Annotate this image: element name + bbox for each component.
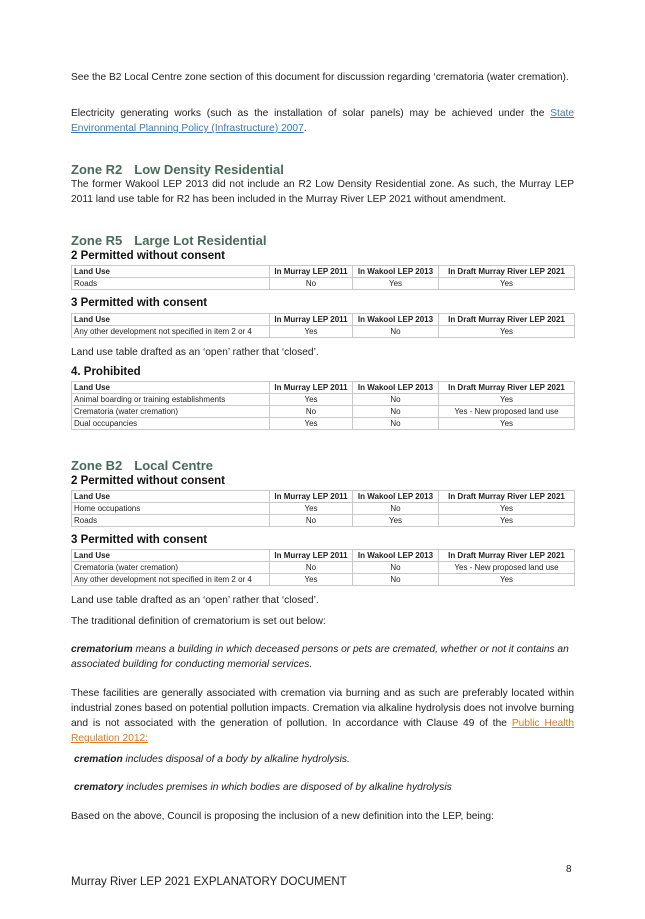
cell-wakool: No xyxy=(353,326,439,338)
cell-draft: Yes xyxy=(439,394,575,406)
cell-wakool: No xyxy=(353,394,439,406)
cell-murray: Yes xyxy=(270,574,353,586)
crematory-definition xyxy=(74,780,577,795)
crematorium-definition xyxy=(71,642,574,672)
header-draft-lep: In Draft Murray River LEP 2021 xyxy=(439,266,575,278)
b2-open-table-note: Land use table drafted as an ‘open’ rather that ‘closed’. xyxy=(71,595,319,606)
header-wakool-lep: In Wakool LEP 2013 xyxy=(353,550,439,562)
header-land-use: Land Use xyxy=(72,266,270,278)
table-row xyxy=(72,503,575,515)
cell-wakool: No xyxy=(353,562,439,574)
cell-draft: Yes xyxy=(439,418,575,430)
cell-land-use: Dual occupancies xyxy=(72,418,270,430)
r5-permitted-without-consent-table xyxy=(71,265,575,290)
crematory-term: crematory xyxy=(74,782,124,793)
intro-paragraph-2-end: . xyxy=(303,123,307,134)
cell-murray: No xyxy=(270,406,353,418)
r5-permitted-with-consent-table xyxy=(71,313,575,338)
cell-draft: Yes xyxy=(439,326,575,338)
cell-wakool: Yes xyxy=(353,278,439,290)
header-wakool-lep: In Wakool LEP 2013 xyxy=(353,266,439,278)
r5-permitted-with-consent-heading: 3 Permitted with consent xyxy=(71,297,208,309)
b2-permitted-without-consent-table xyxy=(71,490,575,527)
cell-land-use: Animal boarding or training establishments xyxy=(72,394,270,406)
cell-wakool: No xyxy=(353,406,439,418)
cell-murray: Yes xyxy=(270,326,353,338)
zone-b2-name: Local Centre xyxy=(134,458,214,473)
table-row xyxy=(72,418,575,430)
cell-murray: Yes xyxy=(270,394,353,406)
cell-land-use: Any other development not specified in item 2 or 4 xyxy=(72,326,270,338)
cell-draft: Yes xyxy=(439,515,575,527)
cell-land-use: Home occupations xyxy=(72,503,270,515)
zone-b2-code: Zone B2 xyxy=(71,458,123,473)
cell-wakool: Yes xyxy=(353,515,439,527)
b2-permitted-with-consent-table xyxy=(71,549,575,586)
cell-murray: No xyxy=(270,278,353,290)
cell-land-use: Any other development not specified in item 2 or 4 xyxy=(72,574,270,586)
zone-b2-heading xyxy=(71,458,213,473)
zone-r5-heading xyxy=(71,233,267,248)
header-land-use: Land Use xyxy=(72,491,270,503)
cell-land-use: Crematoria (water cremation) xyxy=(72,406,270,418)
header-land-use: Land Use xyxy=(72,382,270,394)
sepp-infrastructure-link[interactable]: State Environmental Planning Policy (Infrastructure) 2007 xyxy=(71,108,574,134)
header-draft-lep: In Draft Murray River LEP 2021 xyxy=(439,550,575,562)
table-row xyxy=(72,562,575,574)
header-murray-lep: In Murray LEP 2011 xyxy=(270,550,353,562)
table-header-row xyxy=(72,266,575,278)
table-header-row xyxy=(72,550,575,562)
zone-r2-heading xyxy=(71,162,284,177)
zone-r5-code: Zone R5 xyxy=(71,233,123,248)
cell-wakool: No xyxy=(353,418,439,430)
cremation-definition-text: includes disposal of a body by alkaline hydrolysis. xyxy=(122,754,350,765)
cremation-term: cremation xyxy=(74,754,123,765)
cell-draft: Yes xyxy=(439,574,575,586)
page-number: 8 xyxy=(566,864,572,875)
r5-prohibited-heading: 4. Prohibited xyxy=(71,366,141,378)
table-row xyxy=(72,326,575,338)
table-row xyxy=(72,394,575,406)
header-draft-lep: In Draft Murray River LEP 2021 xyxy=(439,314,575,326)
header-draft-lep: In Draft Murray River LEP 2021 xyxy=(439,491,575,503)
cell-murray: Yes xyxy=(270,503,353,515)
r5-permitted-without-consent-heading: 2 Permitted without consent xyxy=(71,250,225,262)
cell-draft: Yes xyxy=(439,503,575,515)
alkaline-hydrolysis-text: These facilities are generally associated with cremation via burning and as such are preferably located within industrial zones based on potential pollution impacts. Cremation via alkaline hydrolysis does not involve burning and is not associated with the generation of pollution. In accordance with Clause 49 of the xyxy=(71,688,574,729)
header-murray-lep: In Murray LEP 2011 xyxy=(270,266,353,278)
closing-paragraph: Based on the above, Council is proposing the inclusion of a new definition into the LEP, being: xyxy=(71,811,494,822)
cell-murray: Yes xyxy=(270,418,353,430)
cell-draft: Yes - New proposed land use xyxy=(439,406,575,418)
crematorium-definition-text: means a building in which deceased persons or pets are cremated, whether or not it contains an associated building for conducting memorial services. xyxy=(71,644,569,670)
zone-r2-text: The former Wakool LEP 2013 did not include an R2 Low Density Residential zone. As such, the Murray LEP 2011 land use table for R2 has been included in the Murray River LEP 2021 without amendment. xyxy=(71,179,574,205)
r5-prohibited-table xyxy=(71,381,575,430)
public-health-regulation-link[interactable]: Public Health Regulation 2012: xyxy=(71,718,574,744)
header-murray-lep: In Murray LEP 2011 xyxy=(270,382,353,394)
cell-land-use: Roads xyxy=(72,278,270,290)
b2-permitted-with-consent-heading: 3 Permitted with consent xyxy=(71,534,208,546)
header-murray-lep: In Murray LEP 2011 xyxy=(270,314,353,326)
cell-draft: Yes xyxy=(439,278,575,290)
header-land-use: Land Use xyxy=(72,550,270,562)
zone-r2-code: Zone R2 xyxy=(71,162,123,177)
table-row xyxy=(72,515,575,527)
intro-paragraph-2 xyxy=(71,106,574,136)
definition-intro: The traditional definition of crematorium is set out below: xyxy=(71,616,326,627)
table-row xyxy=(72,278,575,290)
table-header-row xyxy=(72,382,575,394)
table-row xyxy=(72,406,575,418)
cell-murray: No xyxy=(270,515,353,527)
intro-paragraph-1: See the B2 Local Centre zone section of this document for discussion regarding ‘crematoria (water cremation). xyxy=(71,72,569,83)
header-wakool-lep: In Wakool LEP 2013 xyxy=(353,314,439,326)
cell-draft: Yes - New proposed land use xyxy=(439,562,575,574)
r5-open-table-note: Land use table drafted as an ‘open’ rather that ‘closed’. xyxy=(71,347,319,358)
table-header-row xyxy=(72,314,575,326)
header-wakool-lep: In Wakool LEP 2013 xyxy=(353,382,439,394)
crematorium-term: crematorium xyxy=(71,644,133,655)
header-murray-lep: In Murray LEP 2011 xyxy=(270,491,353,503)
cell-wakool: No xyxy=(353,574,439,586)
table-header-row xyxy=(72,491,575,503)
cell-land-use: Crematoria (water cremation) xyxy=(72,562,270,574)
b2-permitted-without-consent-heading: 2 Permitted without consent xyxy=(71,475,225,487)
zone-r5-name: Large Lot Residential xyxy=(134,233,267,248)
cell-land-use: Roads xyxy=(72,515,270,527)
cell-wakool: No xyxy=(353,503,439,515)
cremation-definition xyxy=(74,752,577,767)
header-draft-lep: In Draft Murray River LEP 2021 xyxy=(439,382,575,394)
intro-paragraph-2-text: Electricity generating works (such as the installation of solar panels) may be achieved under the xyxy=(71,108,551,119)
cell-murray: No xyxy=(270,562,353,574)
footer-document-title: Murray River LEP 2021 EXPLANATORY DOCUMENT xyxy=(71,876,347,888)
alkaline-hydrolysis-paragraph xyxy=(71,686,574,746)
header-land-use: Land Use xyxy=(72,314,270,326)
crematory-definition-text: includes premises in which bodies are disposed of by alkaline hydrolysis xyxy=(123,782,452,793)
zone-r2-name: Low Density Residential xyxy=(134,162,284,177)
table-row xyxy=(72,574,575,586)
header-wakool-lep: In Wakool LEP 2013 xyxy=(353,491,439,503)
